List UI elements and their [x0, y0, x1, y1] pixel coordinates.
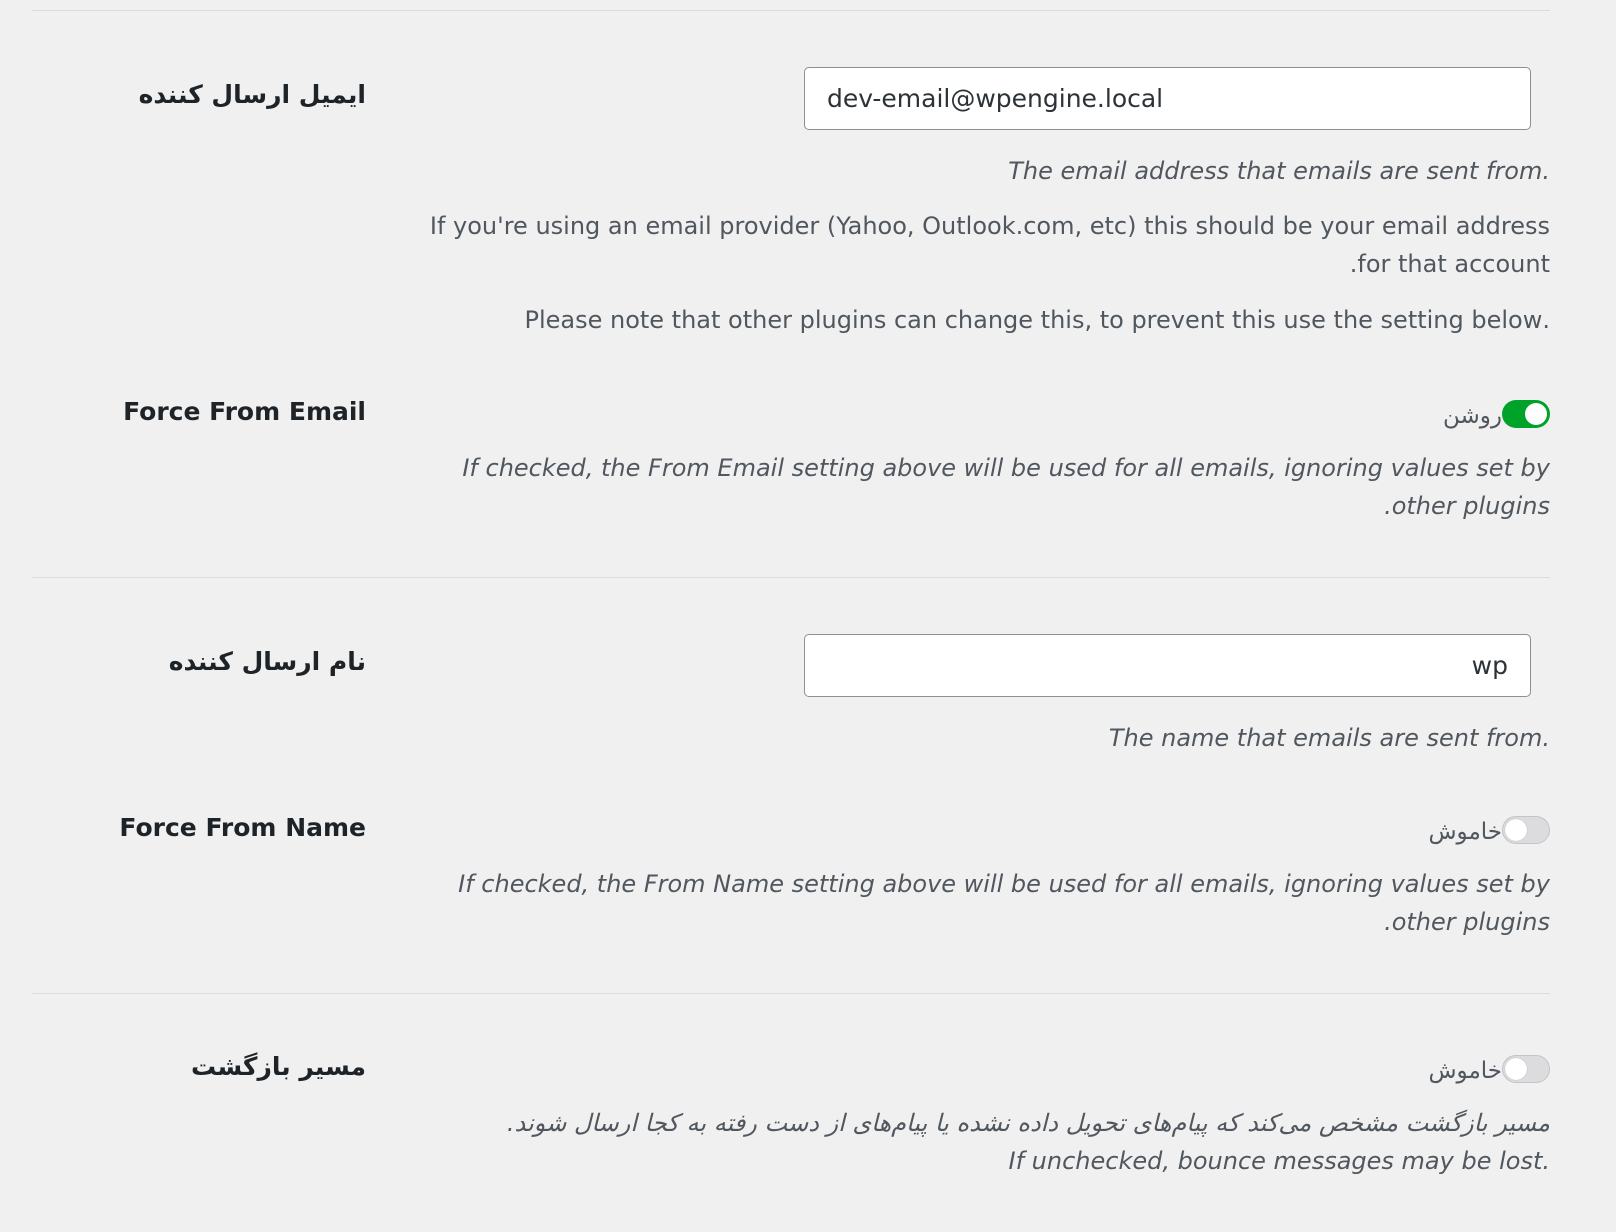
toggle-knob — [1525, 403, 1547, 425]
force-from-email-switch[interactable] — [1502, 400, 1550, 428]
return-path-switch[interactable] — [1502, 1055, 1550, 1083]
force-from-name-switch[interactable] — [1502, 816, 1550, 844]
force-from-name-toggle[interactable] — [1428, 815, 1550, 845]
from-email-input[interactable] — [804, 67, 1531, 130]
from-name-input[interactable] — [804, 634, 1531, 697]
return-path-label: مسیر بازگشت — [191, 1052, 366, 1081]
force-from-email-toggle[interactable] — [1443, 399, 1550, 429]
force-from-email-state: روشن — [1443, 403, 1502, 429]
from-name-description: .The name that emails are sent from — [1108, 724, 1550, 752]
section-divider-top — [32, 10, 1550, 11]
from-email-description: .The email address that emails are sent from — [1008, 157, 1550, 185]
force-from-email-description: If checked, the From Email setting above will be used for all emails, ignoring values set by other plugins. — [462, 454, 1550, 520]
force-from-name-state: خاموش — [1428, 819, 1502, 845]
from-email-plugins-note: .Please note that other plugins can change this, to prevent this use the setting below — [524, 306, 1550, 334]
return-path-bounce-note: .If unchecked, bounce messages may be lost — [1008, 1147, 1550, 1175]
toggle-knob — [1505, 1058, 1527, 1080]
return-path-description: مسیر بازگشت مشخص می‌کند که پیام‌های تحویل داده نشده یا پیام‌های از دست رفته به کجا ارسال شوند. — [506, 1109, 1550, 1137]
force-from-name-label: Force From Name — [119, 813, 366, 842]
section-divider — [32, 577, 1550, 578]
return-path-state: خاموش — [1428, 1058, 1502, 1084]
from-name-label: نام ارسال کننده — [168, 647, 366, 676]
force-from-email-label: Force From Email — [123, 397, 366, 426]
return-path-toggle[interactable] — [1428, 1054, 1550, 1084]
toggle-knob — [1505, 819, 1527, 841]
force-from-name-description: If checked, the From Name setting above will be used for all emails, ignoring values set by other plugins. — [458, 870, 1550, 936]
from-email-label: ایمیل ارسال کننده — [138, 80, 366, 109]
section-divider — [32, 993, 1550, 994]
from-email-provider-note: If you're using an email provider (Yahoo, Outlook.com, etc) this should be your email address for that account. — [429, 212, 1550, 278]
